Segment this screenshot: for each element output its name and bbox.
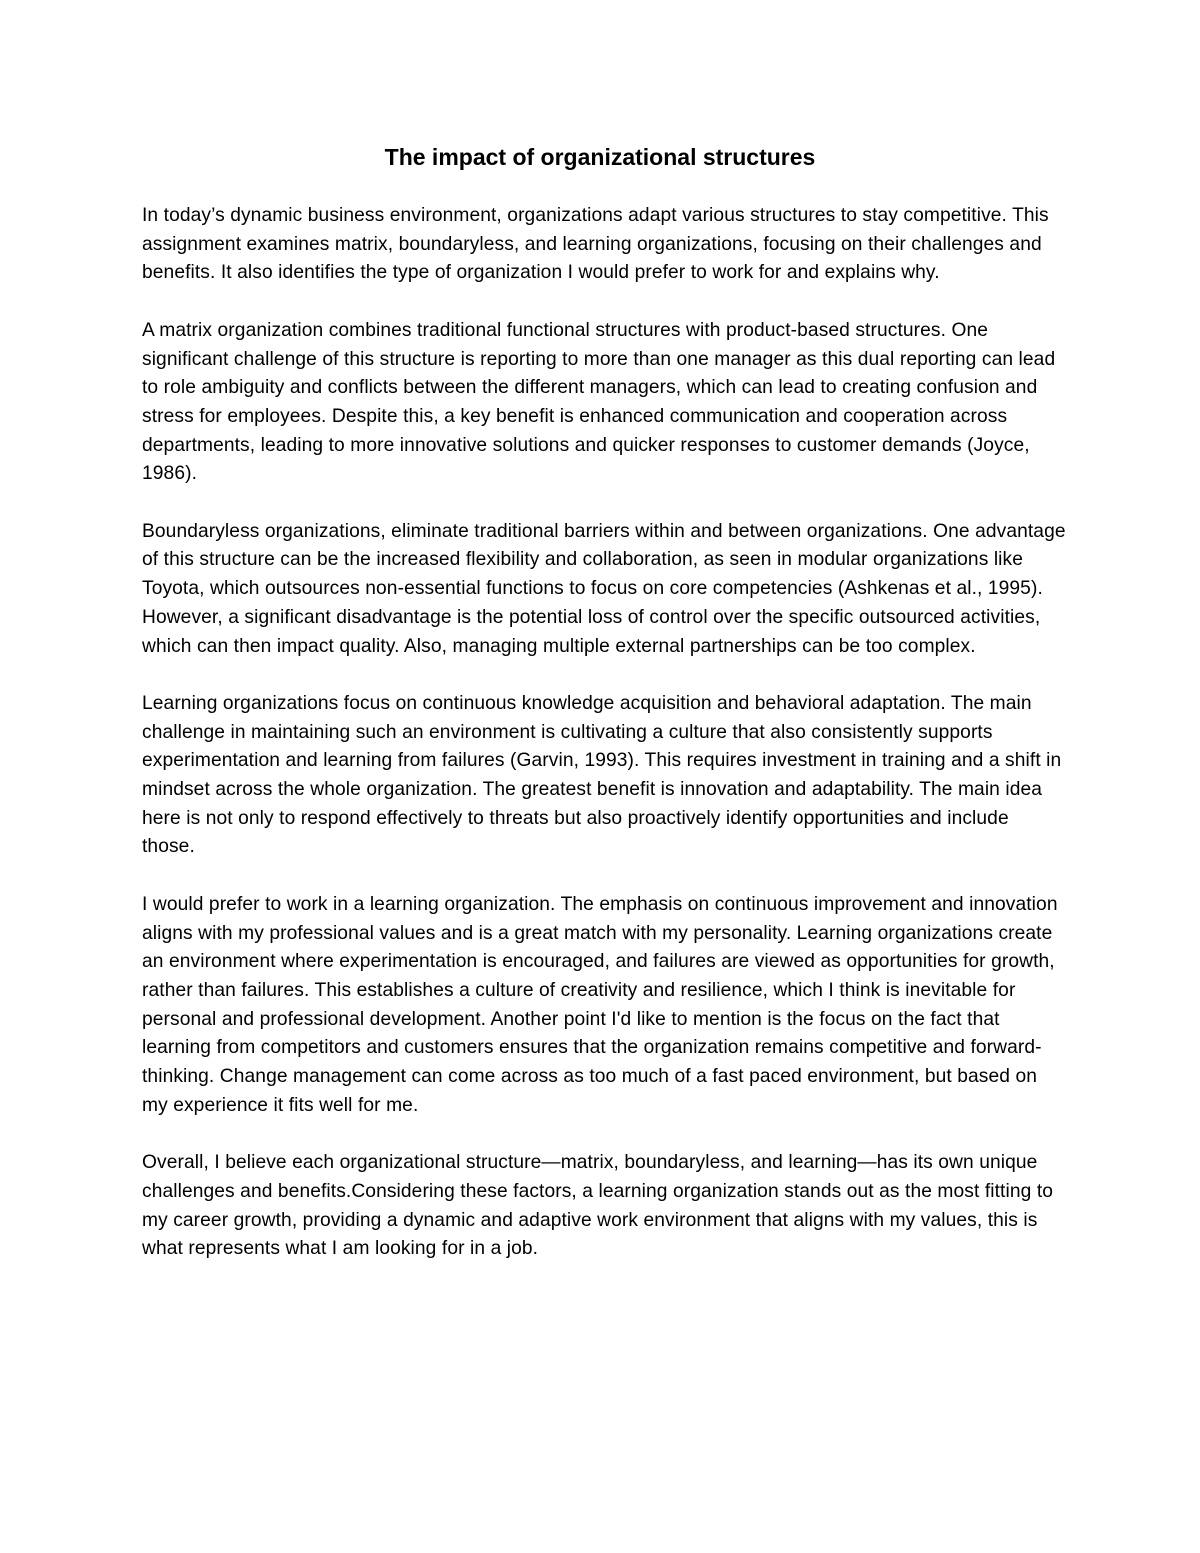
document-title: The impact of organizational structures xyxy=(384,144,816,170)
paragraph-conclusion: Overall, I believe each organizational structure—matrix, boundaryless, and learning—has its own unique challenges and benefits.Considering these factors, a learning organization stands out as the most fitting to my career growth, providing a dynamic and adaptive work environment that aligns with my values, this is what represents what I am looking for in a job. xyxy=(142,1152,1054,1260)
paragraph-preference: I would prefer to work in a learning organization. The emphasis on continuous improvement and innovation aligns with my professional values and is a great match with my personality. Learning organizations create an environment where experimentation is encouraged, and failures are viewed as opportunities for growth, rather than failures. This establishes a culture of creativity and resilience, which I think is inevitable for personal and professional development. Another point I'd like to mention is the focus on the fact that learning from competitors and customers ensures that the organization remains competitive and forward-thinking. Change management can come across as too much of a fast paced environment, but based on my experience it fits well for me. xyxy=(142,893,1058,1116)
paragraph-matrix-organization: A matrix organization combines traditional functional structures with product-based structures. One significant challenge of this structure is reporting to more than one manager as this dual reporting can lead to role ambiguity and conflicts between the different managers, which can lead to creating confusion and stress for employees. Despite this, a key benefit is enhanced communication and cooperation across departments, leading to more innovative solutions and quicker responses to customer demands (Joyce, 1986). xyxy=(142,319,1056,485)
paragraph-introduction: In today’s dynamic business environment, organizations adapt various structures to stay competitive. This assignment examines matrix, boundaryless, and learning organizations, focusing on their challenges and benefits. It also identifies the type of organization I would prefer to work for and explains why. xyxy=(142,205,1049,284)
document-body xyxy=(142,202,1067,1293)
paragraph-boundaryless-organization: Boundaryless organizations, eliminate traditional barriers within and between organizations. One advantage of this structure can be the increased flexibility and collaboration, as seen in modular organizations like Toyota, which outsources non-essential functions to focus on core competencies (Ashkenas et al., 1995). However, a significant disadvantage is the potential loss of control over the specific outsourced activities, which can then impact quality. Also, managing multiple external partnerships can be too complex. xyxy=(142,520,1066,657)
paragraph-learning-organization: Learning organizations focus on continuous knowledge acquisition and behavioral adaptation. The main challenge in maintaining such an environment is cultivating a culture that also consistently supports experimentation and learning from failures (Garvin, 1993). This requires investment in training and a shift in mindset across the whole organization. The greatest benefit is innovation and adaptability. The main idea here is not only to respond effectively to threats but also proactively identify opportunities and include those. xyxy=(142,692,1062,858)
